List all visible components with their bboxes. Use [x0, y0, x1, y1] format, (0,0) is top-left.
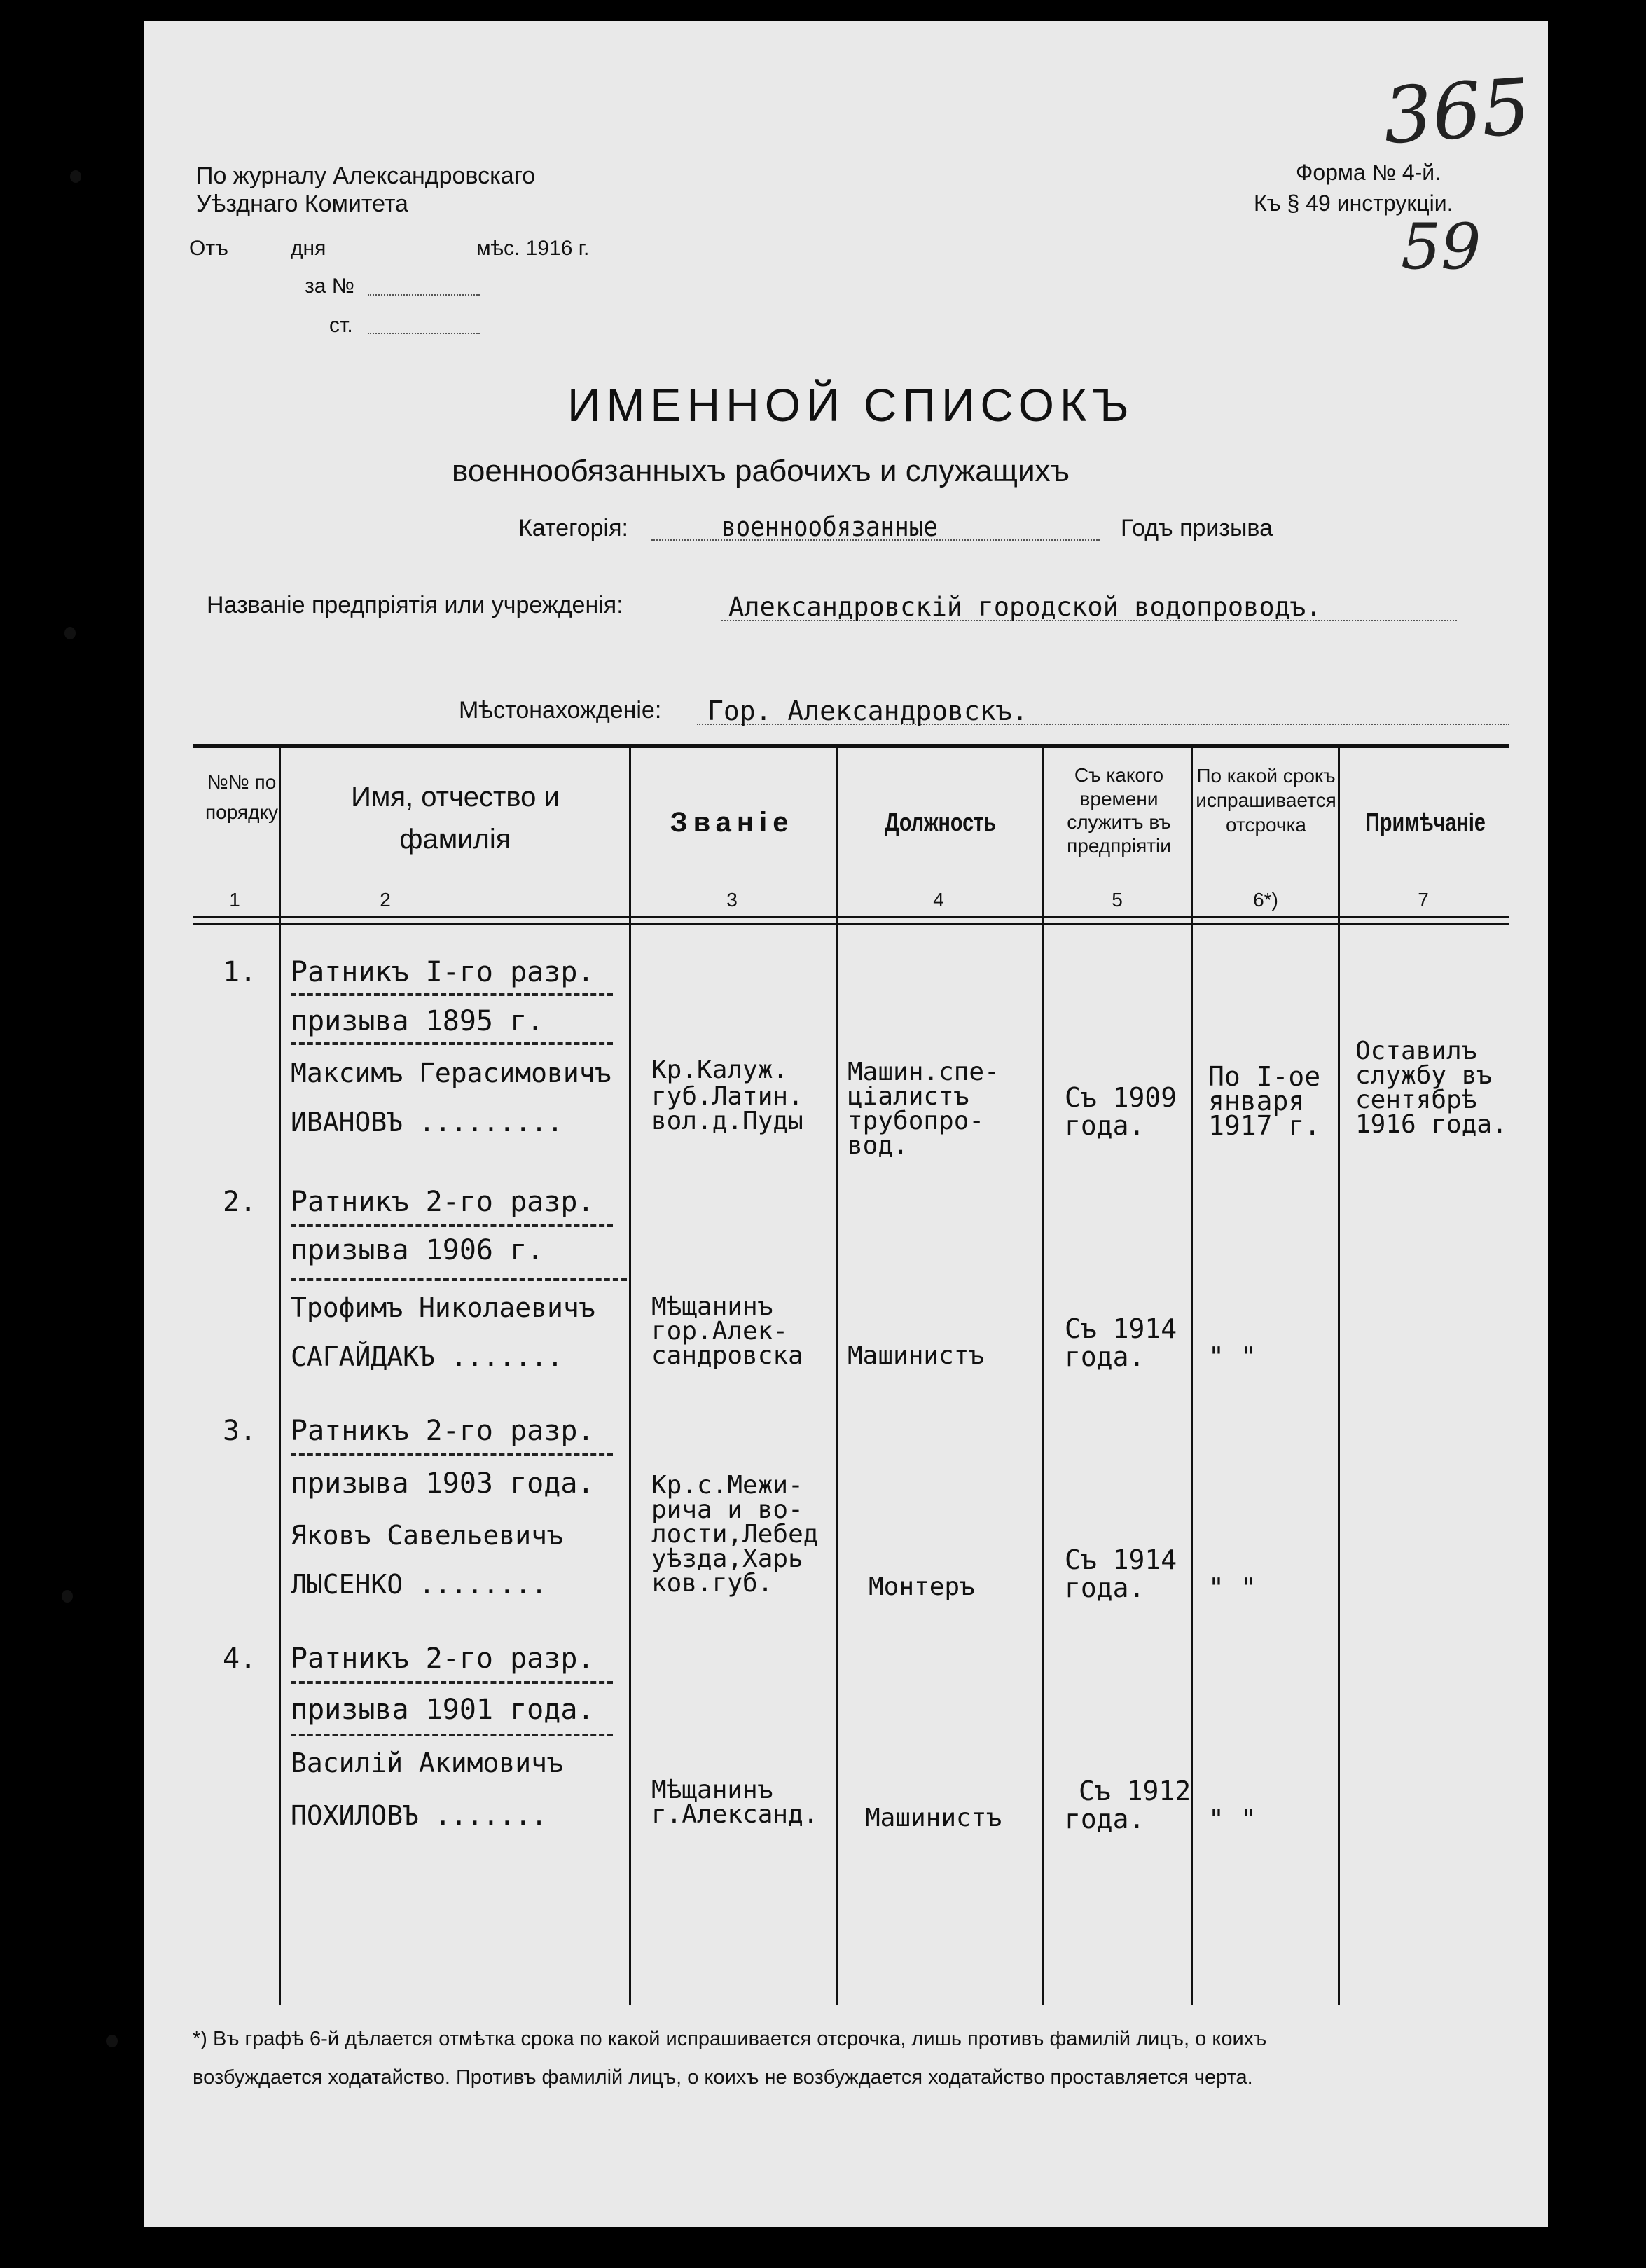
row-1-dolzh-1: ціалистъ — [848, 1082, 969, 1111]
row-1-rank-rule — [291, 993, 613, 996]
row-3-call-up: призыва 1903 года. — [291, 1467, 595, 1500]
row-2-term-ditto: " " — [1208, 1341, 1257, 1372]
col-num-7: 7 — [1418, 889, 1429, 911]
st-field — [368, 333, 480, 334]
document-title: ИМЕННОЙ СПИСОКЪ — [567, 379, 1135, 431]
row-4-dolzh-0: Машинистъ — [865, 1804, 1002, 1832]
row-1-note-3: 1916 года. — [1355, 1110, 1507, 1139]
journal-line-2: Уѣзднаго Комитета — [196, 191, 408, 217]
form-instruction: Къ § 49 инструкціи. — [1254, 191, 1453, 216]
row-1-term-0: По I-ое — [1208, 1061, 1321, 1092]
col-divider-3 — [836, 748, 838, 2005]
row-1-note-2: сентябрѣ — [1355, 1086, 1477, 1114]
row-1-rank: Ратникъ I-го разр. — [291, 956, 595, 988]
row-3-zvanie-4: ков.губ. — [651, 1569, 773, 1598]
label-ot: Отъ — [189, 237, 228, 260]
row-3-term-ditto: " " — [1208, 1572, 1257, 1603]
row-2-zvanie-0: Мѣщанинъ — [651, 1292, 773, 1321]
row-4-zvanie-1: г.Александ. — [651, 1800, 819, 1829]
row-3-rank: Ратникъ 2-го разр. — [291, 1415, 595, 1447]
row-4-surname: ПОХИЛОВЪ ....... — [291, 1800, 548, 1831]
col-divider-6 — [1338, 748, 1340, 2005]
row-2-surname: САГАЙДАКЪ ....... — [291, 1341, 563, 1372]
form-number: Форма № 4-й. — [1296, 160, 1441, 185]
row-4-rank: Ратникъ 2-го разр. — [291, 1643, 595, 1675]
row-2-rank-rule — [291, 1224, 613, 1227]
row-1-term-1: января — [1208, 1086, 1305, 1116]
col-divider-2 — [629, 748, 631, 2005]
enterprise-label: Названіе предпріятія или учрежденія: — [207, 592, 623, 618]
row-1-call-up-rule — [291, 1042, 613, 1045]
location-label: Мѣстонахожденіе: — [459, 697, 662, 724]
punch-hole — [62, 1590, 73, 1603]
category-value: военнообязанные — [721, 511, 938, 542]
col-divider-1 — [279, 748, 281, 2005]
label-dnya: дня — [291, 237, 326, 260]
row-2-zvanie-2: сандровска — [651, 1341, 803, 1370]
location-value: Гор. Александровскъ. — [707, 696, 1028, 726]
row-4-number: 4. — [223, 1643, 257, 1675]
za-no-field — [368, 294, 480, 296]
col-header-3: Званіе — [670, 807, 794, 838]
col-header-7: Примѣчаніе — [1365, 808, 1486, 836]
row-3-dolzh-0: Монтеръ — [869, 1572, 975, 1601]
row-3-zvanie-1: рича и во- — [651, 1495, 803, 1524]
row-1-surname: ИВАНОВЪ ......... — [291, 1107, 563, 1138]
label-st: ст. — [329, 314, 353, 337]
row-1-number: 1. — [223, 956, 257, 988]
row-4-since-1: года. — [1065, 1804, 1145, 1834]
row-3-surname: ЛЫСЕНКО ........ — [291, 1569, 548, 1600]
row-3-since-0: Съ 1914 — [1065, 1544, 1177, 1575]
row-2-call-up-rule — [291, 1278, 627, 1281]
enterprise-value: Александровскій городской водопроводъ. — [728, 592, 1322, 622]
row-3-zvanie-3: уѣзда,Харь — [651, 1544, 803, 1573]
row-2-zvanie-1: гор.Алек- — [651, 1317, 789, 1346]
row-2-dolzh-0: Машинистъ — [848, 1341, 985, 1370]
row-1-zvanie-2: вол.д.Пуды — [651, 1107, 803, 1135]
row-1-since-0: Съ 1909 — [1065, 1082, 1177, 1113]
label-month-year: мѣс. 1916 г. — [476, 237, 590, 260]
row-2-number: 2. — [223, 1186, 257, 1218]
col-num-4: 4 — [933, 889, 944, 911]
footnote-line-1: *) Въ графѣ 6-й дѣлается отмѣтка срока по какой испрашивается отсрочка, лишь противъ фамилій лицъ, о коихъ — [193, 2028, 1267, 2050]
row-3-name: Яковъ Савельевичъ — [291, 1520, 563, 1551]
category-label: Категорія: — [518, 515, 628, 541]
col-divider-4 — [1042, 748, 1044, 2005]
col-header-2: Имя, отчество и фамилія — [351, 782, 560, 855]
row-3-rank-rule — [291, 1453, 613, 1456]
row-2-name: Трофимъ Николаевичъ — [291, 1292, 595, 1323]
row-4-name: Василій Акимовичъ — [291, 1748, 563, 1778]
col-num-2: 2 — [380, 889, 391, 911]
row-1-note-1: службу въ — [1355, 1061, 1493, 1090]
row-2-rank: Ратникъ 2-го разр. — [291, 1186, 595, 1218]
header-separator — [193, 916, 1509, 918]
row-4-rank-rule — [291, 1681, 613, 1684]
table-top-border — [193, 744, 1509, 748]
row-4-term-ditto: " " — [1208, 1804, 1257, 1834]
document-subtitle: военнообязанныхъ рабочихъ и служащихъ — [452, 454, 1070, 488]
punch-hole — [64, 627, 76, 639]
year-label: Годъ призыва — [1121, 515, 1273, 541]
col-header-4: Должность — [885, 808, 996, 836]
row-1-dolzh-2: трубопро- — [848, 1107, 985, 1135]
col-header-6: По какой срокъ испрашивается отсрочка — [1196, 765, 1336, 836]
row-1-zvanie-1: губ.Латин. — [651, 1082, 803, 1111]
row-4-call-up-rule — [291, 1734, 613, 1736]
col-header-5: Съ какого времени служитъ въ предпріятіи — [1067, 764, 1171, 857]
col-divider-5 — [1191, 748, 1193, 2005]
archive-page-handwritten: 59 — [1401, 210, 1481, 284]
punch-hole — [106, 2035, 118, 2047]
row-1-zvanie-0: Кр.Калуж. — [651, 1056, 789, 1084]
row-3-zvanie-2: лости,Лебед — [651, 1520, 819, 1549]
col-num-3: 3 — [726, 889, 738, 911]
row-1-call-up: призыва 1895 г. — [291, 1005, 544, 1037]
row-3-number: 3. — [223, 1415, 257, 1447]
col-num-6: 6*) — [1253, 889, 1278, 911]
row-1-note-0: Оставилъ — [1355, 1037, 1477, 1065]
archive-number-handwritten: 365 — [1380, 61, 1534, 162]
row-2-since-1: года. — [1065, 1341, 1145, 1372]
header-separator-2 — [193, 923, 1509, 925]
row-4-call-up: призыва 1901 года. — [291, 1694, 595, 1726]
col-num-5: 5 — [1112, 889, 1123, 911]
row-1-name: Максимъ Герасимовичъ — [291, 1058, 611, 1088]
row-2-since-0: Съ 1914 — [1065, 1313, 1177, 1344]
row-1-dolzh-3: вод. — [848, 1131, 908, 1160]
journal-line-1: По журналу Александровскаго — [196, 163, 536, 189]
row-1-since-1: года. — [1065, 1110, 1145, 1141]
footnote-line-2: возбуждается ходатайство. Противъ фамилій лицъ, о коихъ не возбуждается ходатайство проставляется черта. — [193, 2066, 1253, 2089]
row-3-since-1: года. — [1065, 1572, 1145, 1603]
row-1-dolzh-0: Машин.спе- — [848, 1058, 1000, 1086]
punch-hole — [70, 170, 81, 183]
label-za-no: за № — [305, 275, 354, 298]
row-3-zvanie-0: Кр.с.Межи- — [651, 1471, 803, 1500]
row-4-zvanie-0: Мѣщанинъ — [651, 1776, 773, 1804]
col-num-1: 1 — [229, 889, 240, 911]
row-4-since-0: Съ 1912 — [1079, 1776, 1191, 1806]
row-2-call-up: призыва 1906 г. — [291, 1234, 544, 1266]
col-header-1: №№ по порядку — [205, 771, 279, 824]
row-1-term-2: 1917 г. — [1208, 1110, 1321, 1141]
